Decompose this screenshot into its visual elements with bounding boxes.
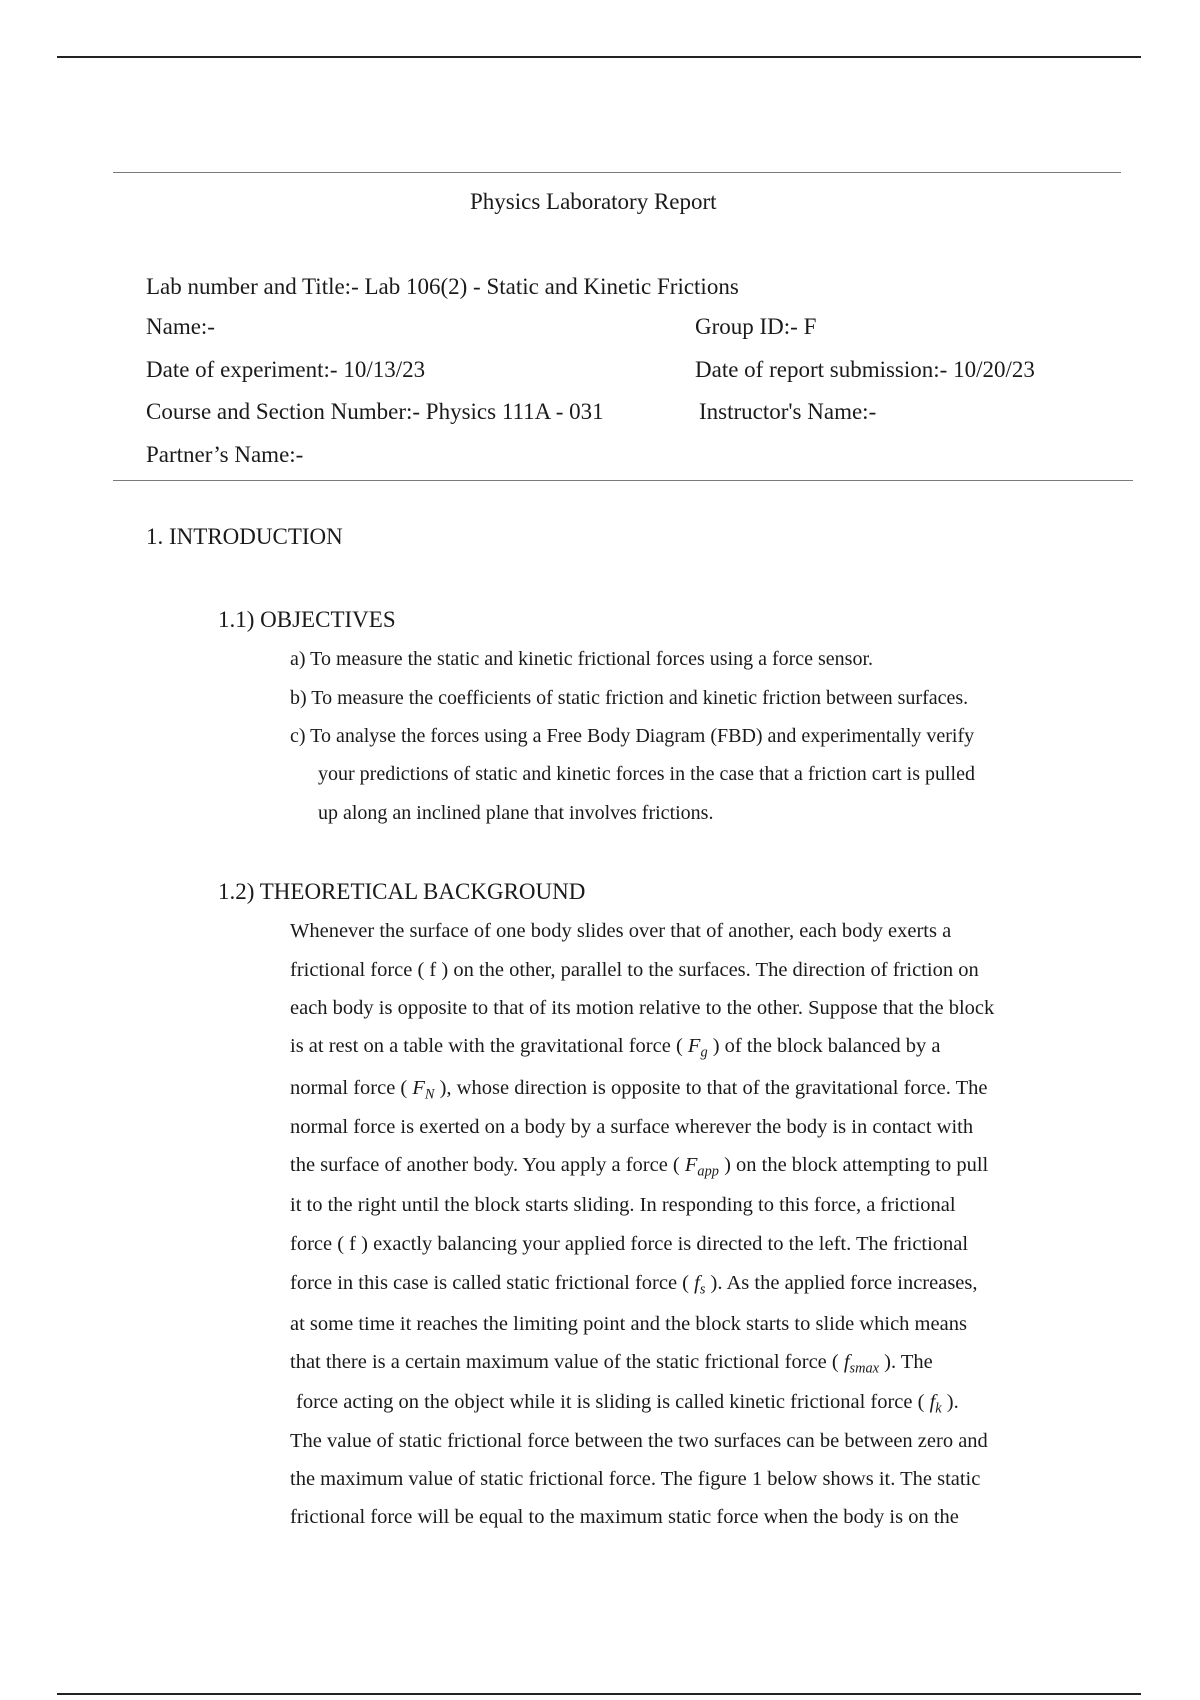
subsection-heading-theory: 1.2) THEORETICAL BACKGROUND [218, 879, 586, 904]
theory-text: is at rest on a table with the gravitational force ( [290, 1035, 683, 1057]
theory-text: ) of the block balanced by a [712, 1035, 941, 1057]
theory-line-13 [296, 1392, 959, 1416]
symbol-static-friction: $f_s$ [694, 1272, 706, 1298]
symbol-gravitational-force: $F_g$ [687, 1035, 708, 1061]
theory-text: ). As the applied force increases, [710, 1272, 978, 1294]
group-id: Group ID:- F [695, 314, 817, 339]
symbol-kinetic-friction: $f_k$ [929, 1391, 942, 1417]
theory-text: that there is a certain maximum value of the static frictional force ( [290, 1351, 839, 1373]
theory-line-5 [290, 1078, 987, 1102]
date-of-experiment: Date of experiment:- 10/13/23 [146, 357, 426, 382]
student-name-label: Name:- [146, 314, 215, 339]
objective-b: b) To measure the coefficients of static friction and kinetic friction between surfaces. [290, 687, 969, 709]
theory-line-6: normal force is exerted on a body by a surface wherever the body is in contact with [290, 1116, 974, 1138]
theory-text: ), whose direction is opposite to that of the gravitational force. The [439, 1077, 988, 1099]
symbol-normal-force: $F_N$ [412, 1077, 435, 1103]
theory-line-16: frictional force will be equal to the maximum static force when the body is on the [290, 1506, 959, 1528]
report-title: Physics Laboratory Report [470, 189, 717, 214]
date-of-submission: Date of report submission:- 10/20/23 [695, 357, 1035, 382]
lab-title: Lab number and Title:- Lab 106(2) - Static and Kinetic Frictions [146, 274, 739, 299]
theory-text: ). The [884, 1351, 933, 1373]
theory-line-15: the maximum value of static frictional force. The figure 1 below shows it. The static [290, 1468, 981, 1490]
partner-name-label: Partner’s Name:- [146, 442, 304, 467]
symbol-applied-force: $F_{app}$ [684, 1154, 719, 1180]
page-top-border [57, 56, 1141, 58]
theory-line-3: each body is opposite to that of its motion relative to the other. Suppose that the block [290, 997, 995, 1019]
theory-line-14: The value of static frictional force between the two surfaces can be between zero and [290, 1430, 988, 1452]
theory-text: force in this case is called static frictional force ( [290, 1272, 689, 1294]
theory-line-10 [290, 1273, 978, 1297]
theory-line-11: at some time it reaches the limiting point and the block starts to slide which means [290, 1313, 967, 1335]
objective-c-cont-1: your predictions of static and kinetic forces in the case that a friction cart is pulled [318, 763, 975, 785]
theory-line-9: force ( f ) exactly balancing your applied force is directed to the left. The frictional [290, 1233, 969, 1255]
objective-c-cont-2: up along an inclined plane that involves frictions. [318, 802, 714, 824]
header-top-rule [113, 172, 1121, 173]
theory-line-1: Whenever the surface of one body slides over that of another, each body exerts a [290, 920, 952, 942]
subsection-heading-objectives: 1.1) OBJECTIVES [218, 607, 396, 632]
section-heading-introduction: 1. INTRODUCTION [146, 524, 343, 549]
theory-text: ). [946, 1391, 959, 1413]
theory-text: the surface of another body. You apply a force ( [290, 1154, 680, 1176]
header-bottom-rule [113, 480, 1133, 481]
theory-text: force acting on the object while it is sliding is called kinetic frictional force ( [296, 1391, 925, 1413]
symbol-max-static-friction: $f_{smax}$ [843, 1351, 880, 1377]
theory-line-2: frictional force ( f ) on the other, parallel to the surfaces. The direction of friction on [290, 959, 979, 981]
instructor-name-label: Instructor's Name:- [699, 399, 877, 424]
theory-line-12 [290, 1352, 933, 1376]
page-bottom-border [57, 1693, 1141, 1695]
course-section: Course and Section Number:- Physics 111A - 031 [146, 399, 604, 424]
theory-line-4 [290, 1036, 940, 1060]
theory-line-8: it to the right until the block starts sliding. In responding to this force, a frictional [290, 1194, 956, 1216]
theory-line-7 [290, 1155, 988, 1179]
objective-c: c) To analyse the forces using a Free Body Diagram (FBD) and experimentally verify [290, 725, 975, 747]
objective-a: a) To measure the static and kinetic frictional forces using a force sensor. [290, 648, 874, 670]
theory-text: ) on the block attempting to pull [724, 1154, 989, 1176]
theory-text: normal force ( [290, 1077, 408, 1099]
